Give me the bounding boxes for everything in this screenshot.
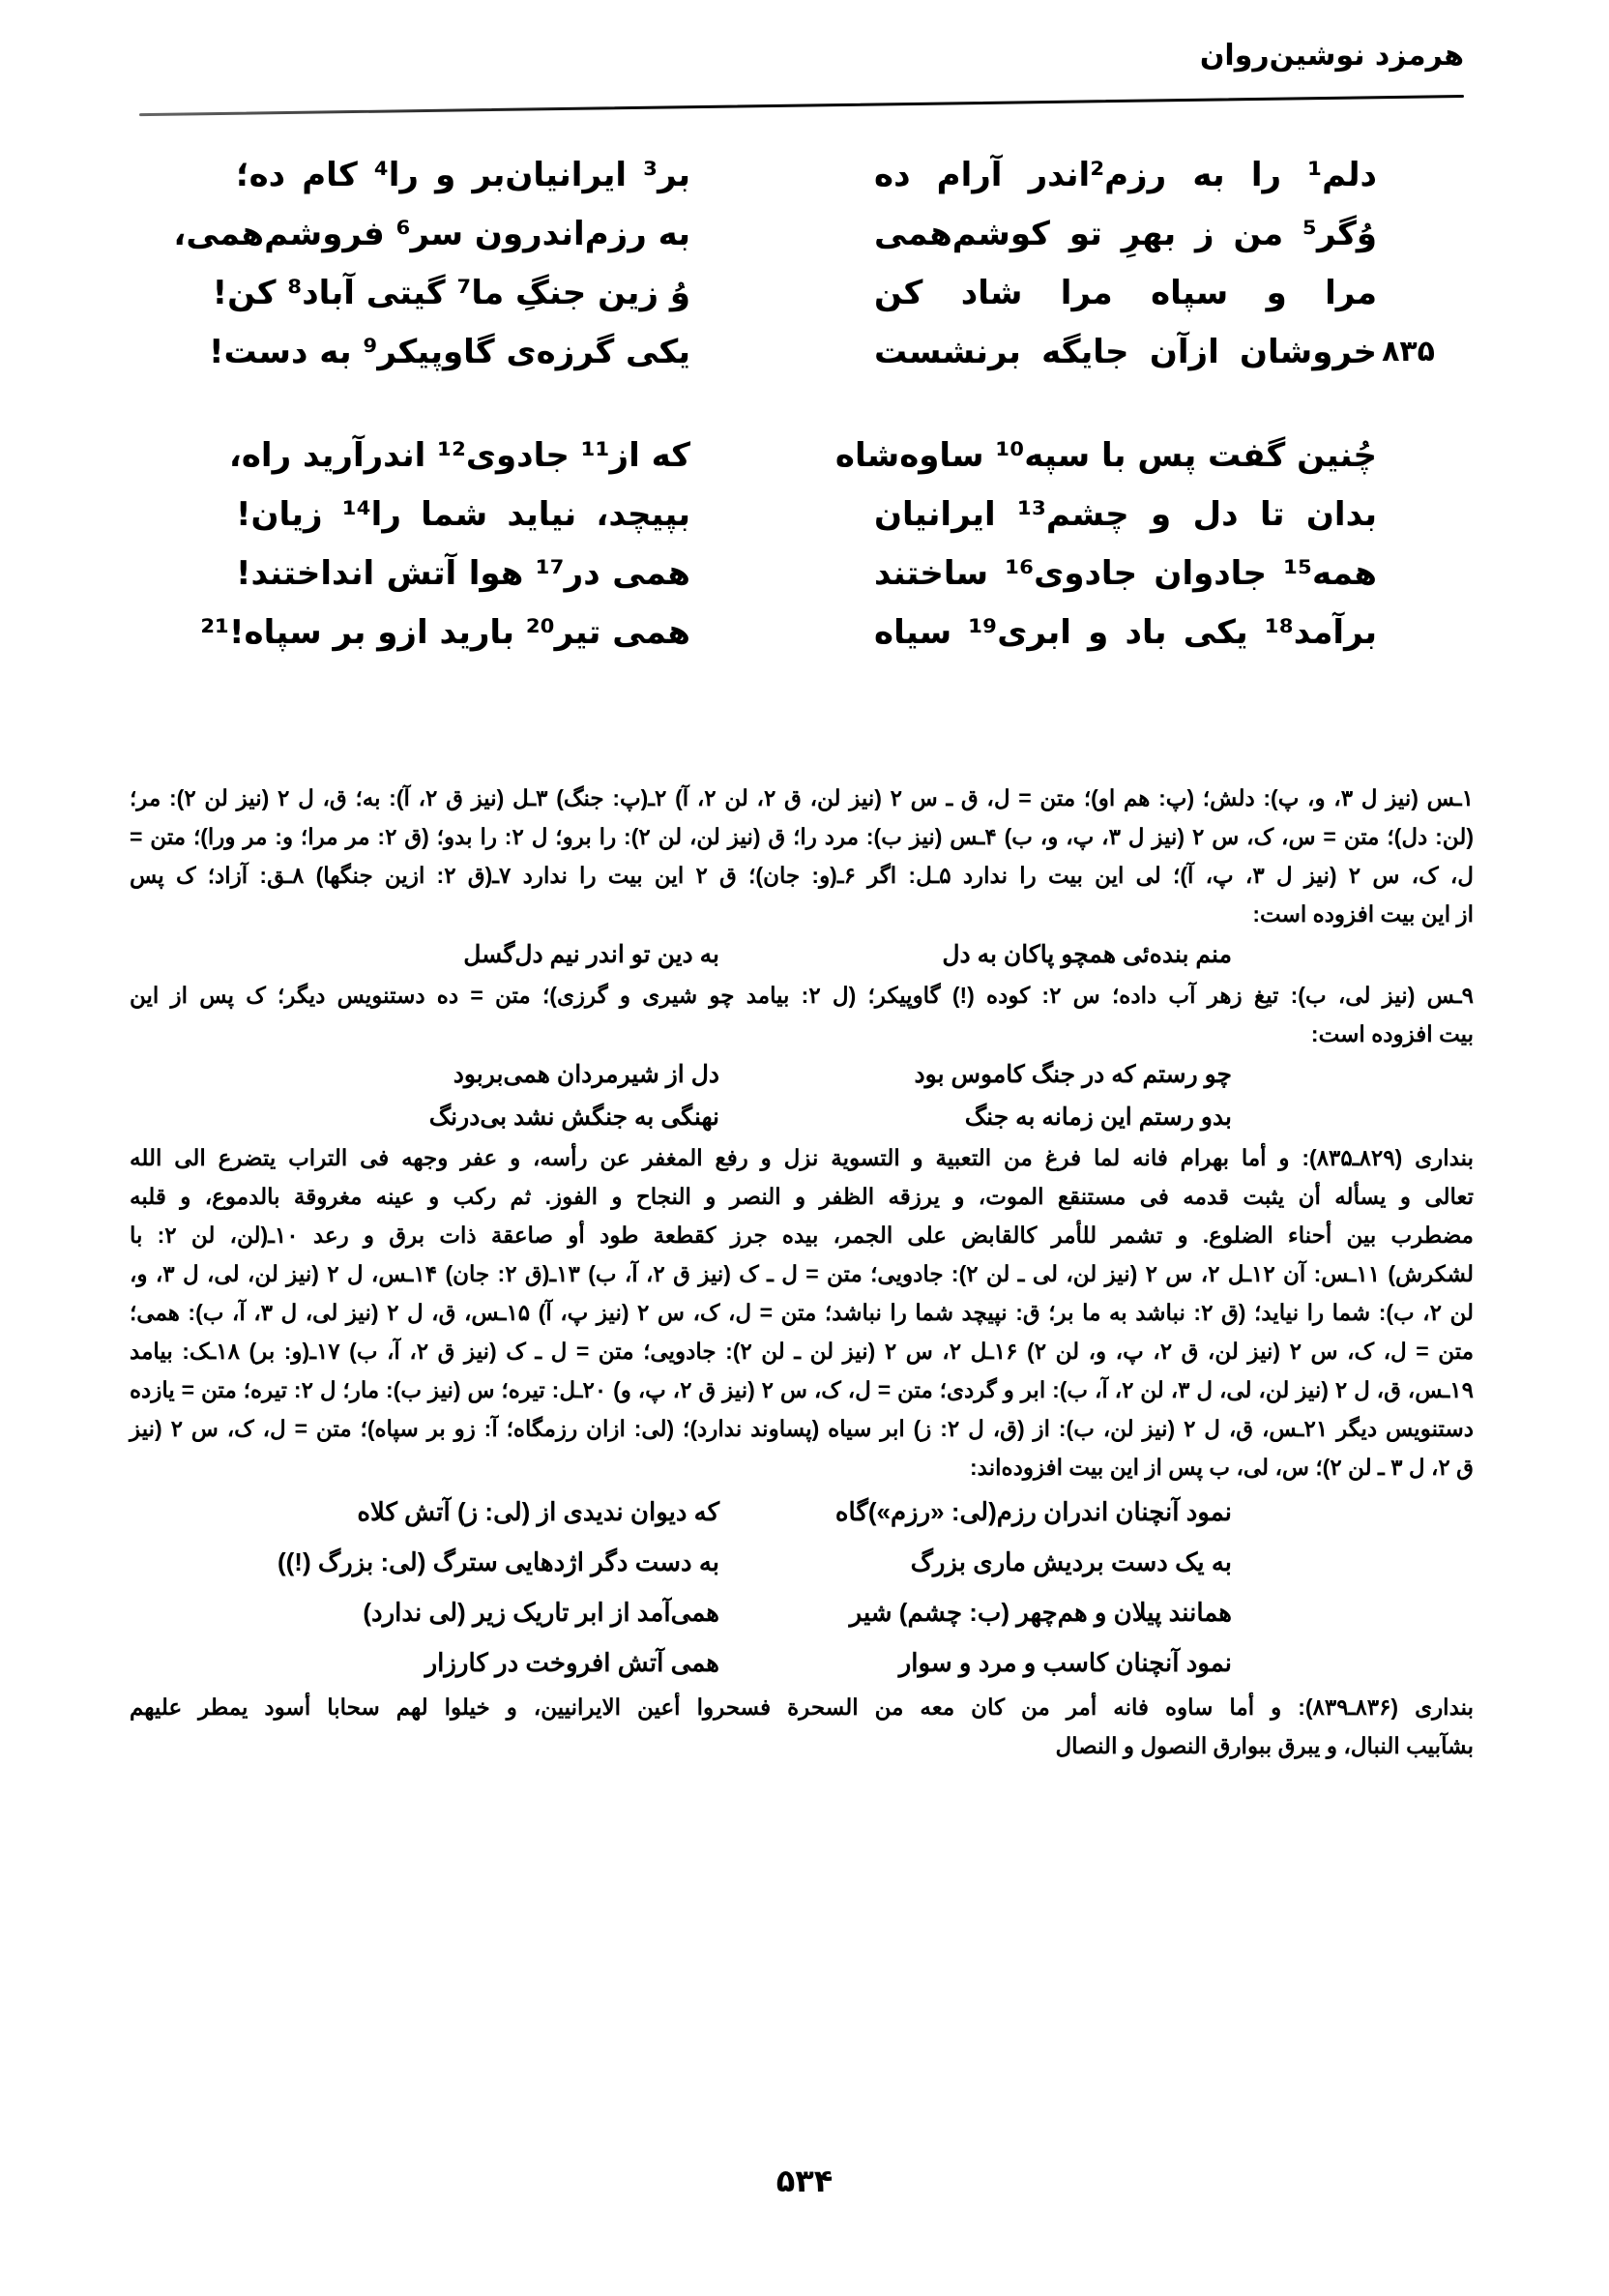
added-verse — [130, 1096, 1474, 1138]
added-verse-first: منم بنده‌ئی همچو پاکان به دل — [942, 941, 1232, 968]
footnote-line: از این بیت افزوده است: — [1252, 901, 1474, 927]
verse-number: ۸۳۵ — [1382, 335, 1435, 368]
footnote-line: (لن: دل)؛ متن = س، ک، س ۲ (نیز ل ۳، پ، و، ب) ۴ـس (نیز ب): مرد را؛ ق (نیز لن، لن ۲): را برو؛ ل ۲: را بدو؛ (ق ۲: مر مرا؛ و: مر ورا)؛ متن = — [130, 824, 1474, 849]
hemistich-first: چُنین گفت پس با سپه¹⁰ ساوه‌شاه — [834, 435, 1377, 475]
running-head: هرمزد نوشین‌روان — [1199, 39, 1464, 73]
hemistich-first: بدان تا دل و چشم¹³ ایرانیان — [874, 494, 1377, 534]
hemistich-first: وُگر⁵ من ز بهرِ تو کوشم‌همی — [874, 214, 1377, 253]
added-verse-first: به یک دست بردیش ماری بزرگ — [910, 1547, 1232, 1576]
verse-block-1 — [173, 145, 1435, 381]
critical-apparatus — [130, 779, 1474, 1765]
footnote-line: لن ۲، ب): شما را نیاید؛ (ق ۲: نباشد به ما بر؛ ق: نپیچد شما را نباشد؛ متن = ل، ک، س ۲ (نیز پ، آ) ۱۵ـس، ق، ل ۲ (نیز لی، ل ۳، آ، ب): همی؛ — [130, 1300, 1474, 1325]
footnote-line: ل، ک، س ۲ (نیز ل ۳، پ، آ)؛ لی این بیت را ندارد ۵ـل: اگر ۶ـ(و: جان)؛ ق ۲ این بیت را ندارد ۷ـ(ق ۲: ازین جنگها) ۸ـق: آزاد؛ ک پس — [130, 863, 1475, 888]
verse-block-2 — [200, 426, 1377, 662]
added-verse-second: همی‌آمد از ابر تاریک زیر (لی ندارد) — [363, 1598, 719, 1627]
footnote-line: بیت افزوده است: — [1310, 1021, 1474, 1046]
added-verse-second: به دین تو اندر نیم دل‌گسل — [463, 941, 719, 968]
added-verse-first: چو رستم که در جنگ کاموس بود — [914, 1061, 1232, 1088]
footnote-line: متن = ل، ک، س ۲ (نیز لن، ق ۲، پ، و، لن ۲) ۱۶ـل ۲، س ۲ (نیز لن ـ لن ۲): جادویی؛ متن = ل ـ ک (نیز ق ۲، آ، ب) ۱۷ـ(و: بر) ۱۸ـک: بیامد — [130, 1339, 1475, 1364]
added-verse-first: نمود آنچنان کاسب و مرد و سوار — [898, 1648, 1232, 1677]
added-verse — [130, 933, 1474, 976]
bayt — [212, 263, 1377, 322]
footnote-line: تعالی و یسأله أن یثبت قدمه فی مستنقع الموت، و یرزقه الظفر و النصر و النجاح و الفوز. ثم رکب و عینه مغروقة بالدموع، و قلبه — [130, 1184, 1474, 1209]
bayt — [209, 322, 1435, 381]
added-verse — [130, 1587, 1474, 1637]
hemistich-second: همی در¹⁷ هوا آتش انداختند! — [236, 553, 690, 593]
hemistich-second: که از¹¹ جادوی¹² اندرآرید راه، — [228, 435, 690, 475]
footnote-line: بشآبیب النبال، و یبرق ببوارق النصول و النصال — [1055, 1733, 1474, 1758]
added-verse-second: دل از شیرمردان همی‌بربود — [453, 1061, 719, 1088]
hemistich-first: دلم¹ را به رزم²اندر آرام ده — [874, 155, 1377, 194]
hemistich-first: برآمد¹⁸ یکی باد و ابری¹⁹ سیاه — [874, 612, 1377, 652]
hemistich-first: همه¹⁵ جادوان جادوی¹⁶ ساختند — [874, 553, 1377, 593]
added-verse-second: نهنگی به جنگش نشد بی‌درنگ — [428, 1104, 719, 1131]
hemistich-second: وُ زین جنگِ ما⁷ گیتی آباد⁸ کن! — [212, 273, 690, 312]
hemistich-first: خروشان ازآن جایگه برنشست — [874, 332, 1377, 371]
footnote-line: مضطرب بین أحناء الضلوع. و تشمر للأمر کالقابض علی الجمر، بیده جرز کقطعة طود أو صاعقة ذات برق و رعد ۱۰ـ(لن، لن ۲: با — [130, 1222, 1475, 1248]
footnote-line: ۹ـس (نیز لی، ب): تیغ زهر آب داده؛ س ۲: کوده (!) گاوپیکر؛ (ل ۲: بیامد چو شیری و گرزی)؛ متن = ده دستنویس دیگر؛ ک پس از این — [130, 983, 1475, 1008]
added-verse-second: به دست دگر اژدهایی سترگ (لی: بزرگ (!)) — [277, 1547, 719, 1576]
bayt — [236, 544, 1377, 603]
added-verse-second: همی آتش افروخت در کارزار — [424, 1648, 719, 1677]
hemistich-second: بر³ ایرانیان‌بر و را⁴ کام ده؛ — [236, 155, 690, 194]
bayt — [200, 603, 1377, 662]
hemistich-second: بپیچد، نیاید شما را¹⁴ زیان! — [236, 494, 691, 534]
hemistich-first: مرا و سپاه مرا شاد کن — [874, 273, 1377, 312]
footnote-line: ق ۲، ل ۳ ـ لن ۲)؛ س، لی، ب پس از این بیت افزوده‌اند: — [970, 1455, 1474, 1480]
footnote-line: ۱ـس (نیز ل ۳، و، پ): دلش؛ (پ: هم او)؛ متن = ل، ق ـ س ۲ (نیز لن، ق ۲، لن ۲، آ) ۲ـ(پ: جنگ) ۳ـل (نیز ق ۲، آ): به؛ ق، ل ۲ (نیز لن ۲): مر؛ — [130, 785, 1474, 810]
hemistich-second: همی تیر²⁰ بارید ازو بر سپاه!²¹ — [200, 612, 690, 652]
added-verse — [130, 1487, 1474, 1537]
added-verse — [130, 1637, 1474, 1688]
bayt — [228, 426, 1377, 485]
header-rule — [139, 95, 1464, 116]
added-verse — [130, 1053, 1474, 1096]
hemistich-second: یکی گرزه‌ی گاوپیکر⁹ به دست! — [209, 332, 690, 371]
page-number: ۵۳۴ — [775, 2163, 834, 2199]
bundari-note: بنداری (۸۲۹ـ۸۳۵): و أما بهرام فانه لما فرغ من التعبية و التسوية نزل و رفع المغفر عن رأسه، و عفر وجهه فی التراب یتضرع الی الله — [130, 1145, 1474, 1170]
added-verse-first: همانند پیلان و هم‌چهر (ب: چشم) شیر — [849, 1598, 1232, 1627]
footnote-line: لشکرش) ۱۱ـس: آن ۱۲ـل ۲، س ۲ (نیز لن، لی ـ لن ۲): جادویی؛ متن = ل ـ ک (نیز ق ۲، آ، ب) ۱۳ـ(ق ۲: جان) ۱۴ـس، ل ۲ (نیز لن، لی، ل ۳، و، — [130, 1261, 1475, 1286]
added-verse-first: نمود آنچنان اندران رزم(لی: «رزم»)گاه — [834, 1497, 1232, 1526]
bayt — [236, 485, 1377, 544]
added-verse-first: بدو رستم این زمانه به جنگ — [964, 1104, 1232, 1131]
bundari-note: بنداری (۸۳۶ـ۸۳۹): و أما ساوه فانه أمر من کان معه من السحرة فسحروا أعین الایرانیین، و خیلوا لهم سحابا أسود یمطر علیهم — [130, 1694, 1474, 1720]
added-verse — [130, 1537, 1474, 1587]
footnote-line: دستنویس دیگر ۲۱ـس، ق، ل ۲ (نیز لن، ب): از (ق، ل ۲: ز) ابر سیاه (پساوند ندارد)؛ (لی: ازان رزمگاه؛ آ: زو بر سپاه)؛ متن = ل، ک، س ۲ (نیز — [130, 1416, 1474, 1441]
bayt — [173, 204, 1377, 263]
bayt — [236, 145, 1377, 204]
hemistich-second: به رزم‌اندرون سر⁶ فروشم‌همی، — [173, 214, 690, 253]
added-verse-second: که دیوان ندیدی از (لی: ز) آتش کلاه — [357, 1497, 719, 1526]
footnote-line: ۱۹ـس، ق، ل ۲ (نیز لن، لی، ل ۳، لن ۲، آ، ب): ابر و گردی؛ متن = ل، ک، س ۲ (نیز ق ۲، پ، و) ۲۰ـل: تیره؛ س (نیز ب): مار؛ ل ۲: تیره؛ متن = یازده — [130, 1377, 1475, 1402]
